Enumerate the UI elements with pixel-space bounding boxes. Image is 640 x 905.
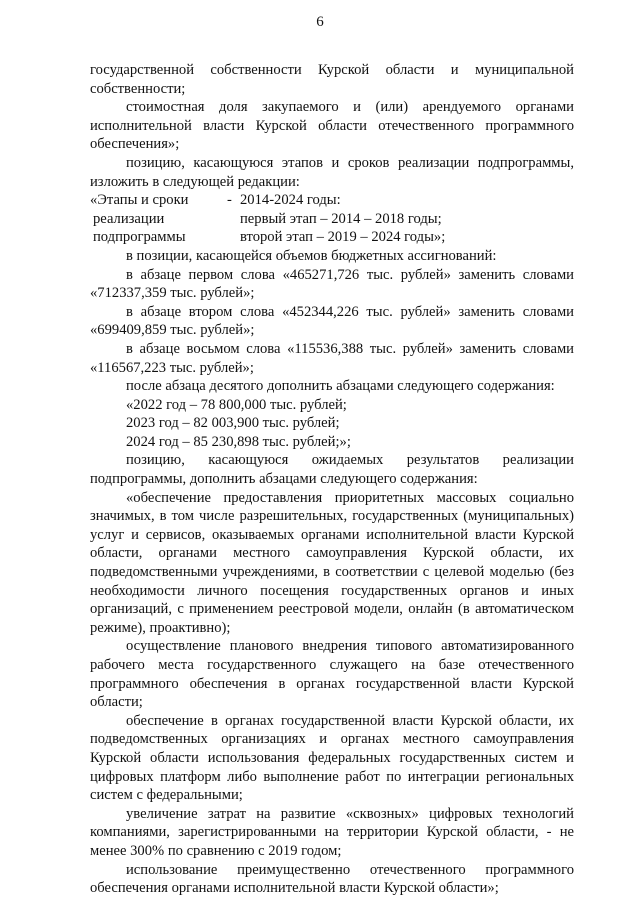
paragraph-budget-first: в абзаце первом слова «465271,726 тыс. рублей» заменить словами «712337,359 тыс. рублей»; — [90, 266, 574, 302]
stages-table-spacer-2 — [227, 210, 237, 229]
stages-table-label-3: подпрограммы — [93, 229, 186, 246]
stages-table-label-2: реализации — [93, 210, 165, 227]
paragraph-federal-systems: обеспечение в органах государственной власти Курской области, их подведомственных организациях и органах местного самоуправления Курской области использования федеральных государственных систем и цифровых платформ либо выполнение работ по интеграции региональных систем с федеральными; — [90, 712, 574, 804]
paragraph-services: «обеспечение предоставления приоритетных массовых социально значимых, в том числе разрешительных, государственных (муниципальных) услуг и сервисов, оказываемых органами исполнительной власти Курской области, органами местного самоуправления Курской области, их подведомственными учреждениями, в соответствии с целевой моделью (без необходимости личного посещения государственных органов и иных организаций, с применением реестровой модели, онлайн (в автоматическом режиме), проактивно); — [90, 489, 574, 636]
stages-table-label-1: «Этапы и сроки — [90, 192, 189, 209]
paragraph-after-tenth: после абзаца десятого дополнить абзацами следующего содержания: — [126, 378, 555, 395]
stages-table-value-1: 2014-2024 годы: — [240, 192, 341, 209]
paragraph-results-intro: позицию, касающуюся ожидаемых результатов реализации подпрограммы, дополнить абзацами следующего содержания: — [90, 452, 574, 488]
page-number: 6 — [316, 14, 324, 30]
document-body — [90, 61, 574, 898]
paragraph-budget-eighth: в абзаце восьмом слова «115536,388 тыс. рублей» заменить словами «116567,223 тыс. рублей»; — [90, 340, 574, 376]
stages-table — [90, 191, 574, 247]
paragraph-domestic-software: использование преимущественно отечественного программного обеспечения органами исполнительной власти Курской области»; — [90, 861, 574, 897]
paragraph-budget-second: в абзаце втором слова «452344,226 тыс. рублей» заменить словами «699409,859 тыс. рублей»; — [90, 303, 574, 339]
paragraph-state-property: государственной собственности Курской области и муниципальной собственности; — [90, 62, 574, 97]
stages-table-value-2: первый этап – 2014 – 2018 годы; — [240, 210, 442, 227]
stages-table-spacer-3 — [227, 228, 237, 247]
stages-table-dash: - — [227, 192, 232, 209]
paragraph-software-share: стоимостная доля закупаемого и (или) арендуемого органами исполнительной власти Курской области отечественного программного обеспечения»; — [90, 99, 574, 153]
year-2022: «2022 год – 78 800,000 тыс. рублей; — [126, 396, 347, 413]
paragraph-workstation: осуществление планового внедрения типового автоматизированного рабочего места государственного служащего на базе отечественного программного обеспечения в органах государственной власти Курской области; — [90, 638, 574, 711]
year-2023: 2023 год – 82 003,900 тыс. рублей; — [126, 415, 340, 432]
paragraph-stages-intro: позицию, касающуюся этапов и сроков реализации подпрограммы, изложить в следующей редакции: — [90, 154, 574, 190]
stages-table-value-3: второй этап – 2019 – 2024 годы»; — [240, 229, 446, 246]
years-list — [90, 396, 574, 452]
year-2024: 2024 год – 85 230,898 тыс. рублей;»; — [126, 433, 351, 450]
paragraph-digital-tech: увеличение затрат на развитие «сквозных» цифровых технологий компаниями, зарегистрированными на территории Курской области, - не менее 300% по сравнению с 2019 годом; — [90, 805, 574, 859]
paragraph-budget-intro: в позиции, касающейся объемов бюджетных ассигнований: — [126, 247, 497, 264]
